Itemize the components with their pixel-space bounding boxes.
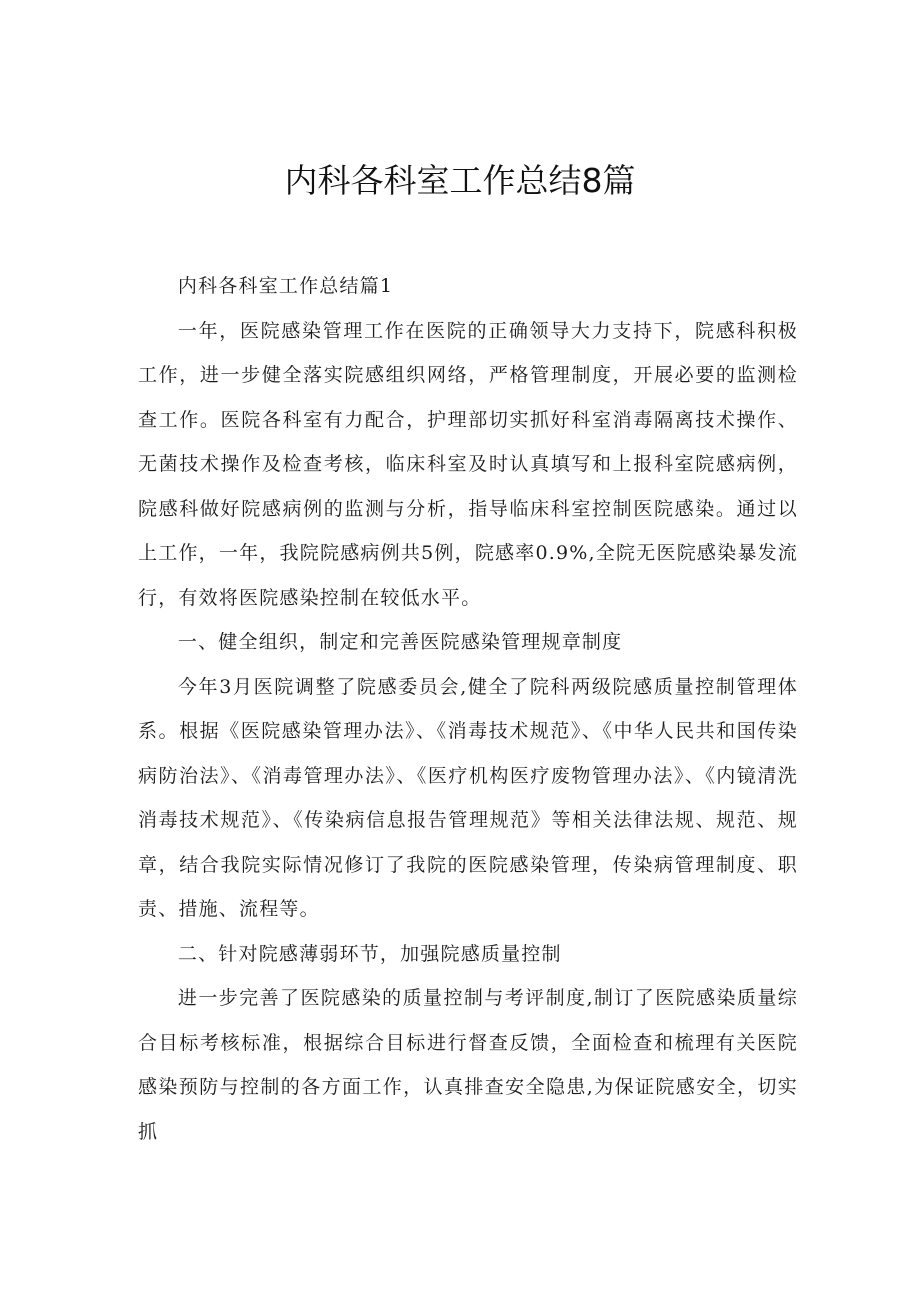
- body-paragraph-2: 今年3月医院调整了院感委员会,健全了院科两级院感质量控制管理体系。根据《医院感染管理办法》、《消毒技术规范》、《中华人民共和国传染病防治法》、《消毒管理办法》、《医疗机构医疗废物管理办法》、《内镜清洗消毒技术规范》、《传染病信息报告管理规范》等相关法律法规、规范、规章，结合我院实际情况修订了我院的医院感染管理，传染病管理制度、职责、措施、流程等。: [138, 675, 798, 920]
- body-paragraph-3: 进一步完善了医院感染的质量控制与考评制度,制订了医院感染质量综合目标考核标准，根据综合目标进行督查反馈，全面检查和梳理有关医院感染预防与控制的各方面工作，认真排查安全隐患,为保证院感安全，切实抓: [138, 987, 798, 1143]
- document-body: [138, 264, 798, 1154]
- document-title: 内科各科室工作总结8篇: [284, 161, 636, 200]
- body-paragraph-1: 一年，医院感染管理工作在医院的正确领导大力支持下，院感科积极工作，进一步健全落实院感组织网络，严格管理制度，开展必要的监测检查工作。医院各科室有力配合，护理部切实抓好科室消毒隔离技术操作、无菌技术操作及检查考核，临床科室及时认真填写和上报科室院感病例，院感科做好院感病例的监测与分析，指导临床科室控制医院感染。通过以上工作，一年，我院院感病例共5例，院感率0.9%,全院无医院感染暴发流行，有效将医院感染控制在较低水平。: [138, 319, 798, 609]
- section-heading-3: 二、针对院感薄弱环节，加强院感质量控制: [177, 942, 562, 965]
- section-heading-2: 一、健全组织，制定和完善医院感染管理规章制度: [177, 631, 623, 653]
- section-heading-1: 内科各科室工作总结篇1: [177, 275, 394, 297]
